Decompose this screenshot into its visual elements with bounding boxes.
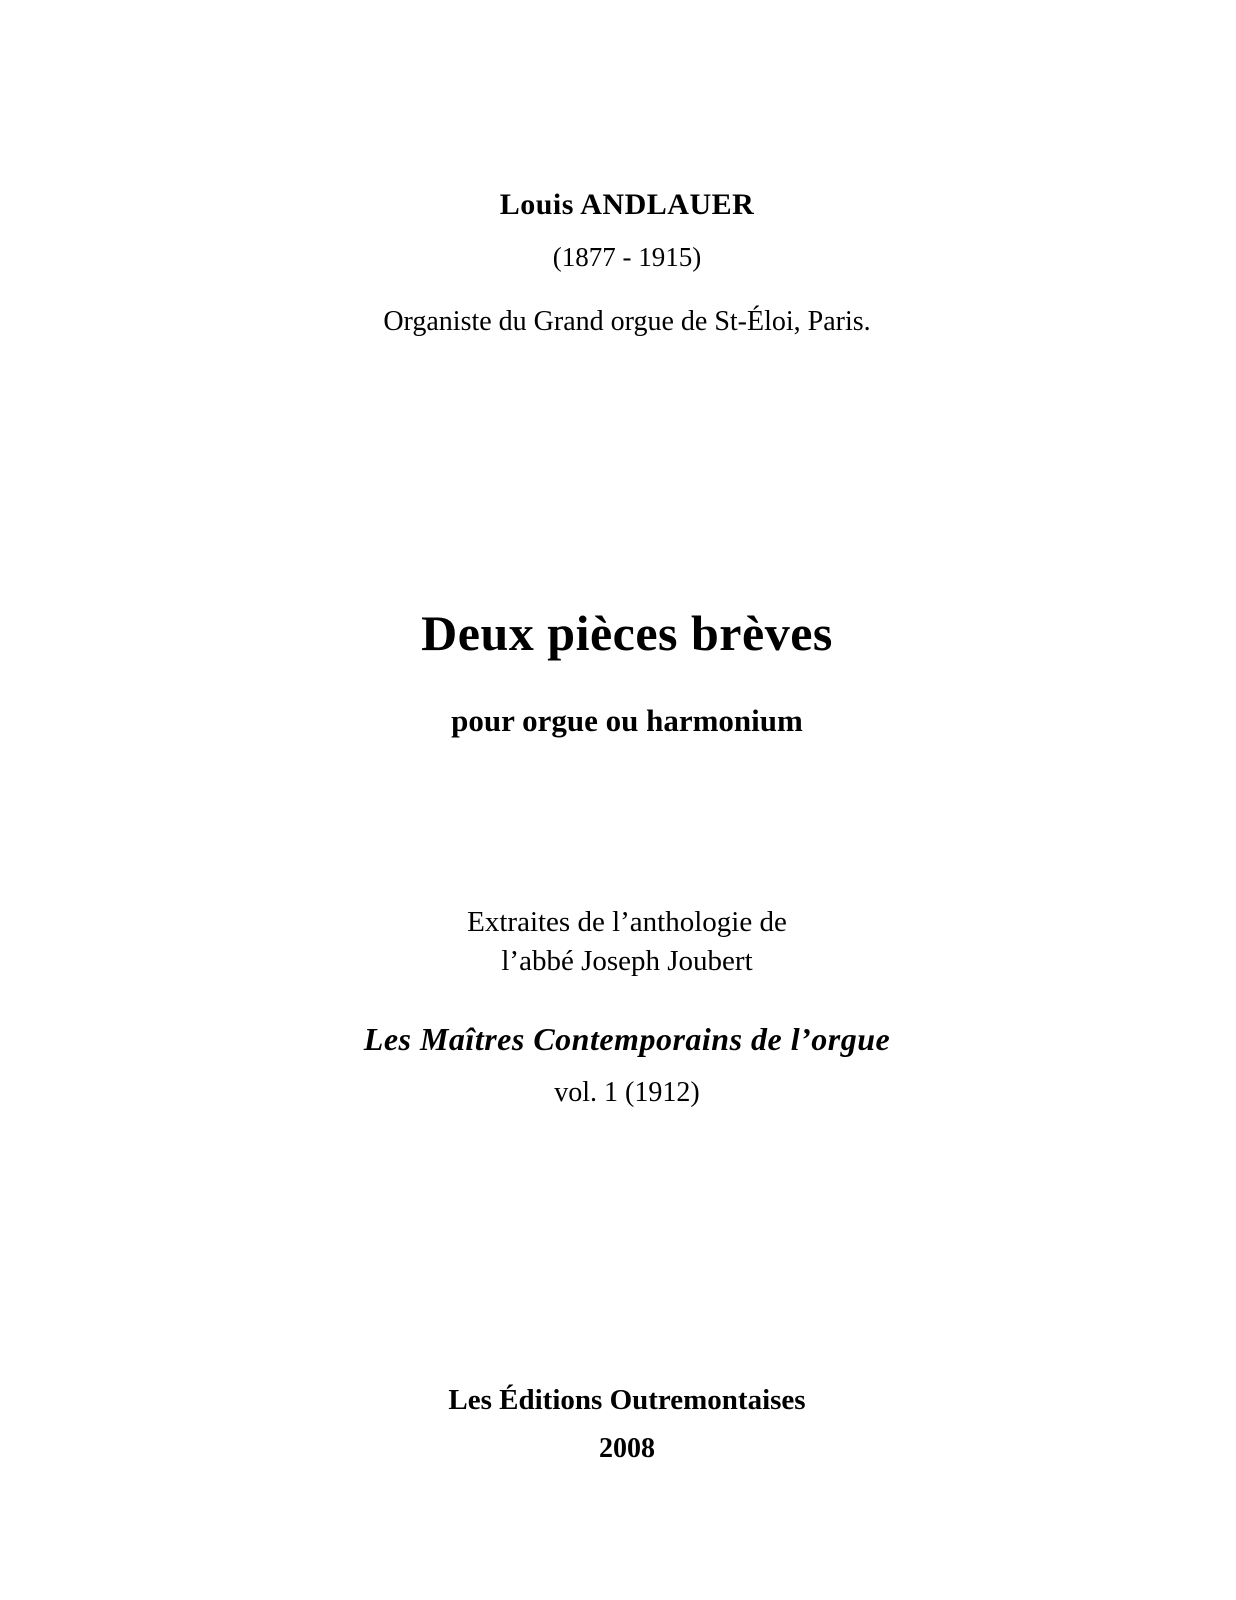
anthology-line-2: l’abbé Joseph Joubert (501, 945, 753, 977)
volume-info: vol. 1 (1912) (554, 1077, 700, 1108)
series-title: Les Maîtres Contemporains de l’orgue (363, 1021, 891, 1057)
page-subtitle: pour orgue ou harmonium (451, 703, 803, 738)
publisher-name: Les Éditions Outremontaises (448, 1384, 806, 1416)
anthology-note (9, 903, 1236, 981)
anthology-line-1: Extraites de l’anthologie de (467, 906, 787, 938)
author-name: Louis ANDLAUER (499, 188, 755, 221)
page-title: Deux pièces brèves (421, 605, 833, 661)
author-dates: (1877 - 1915) (552, 242, 702, 272)
publication-year: 2008 (599, 1433, 655, 1464)
author-role: Organiste du Grand orgue de St-Éloi, Paris. (383, 306, 871, 337)
